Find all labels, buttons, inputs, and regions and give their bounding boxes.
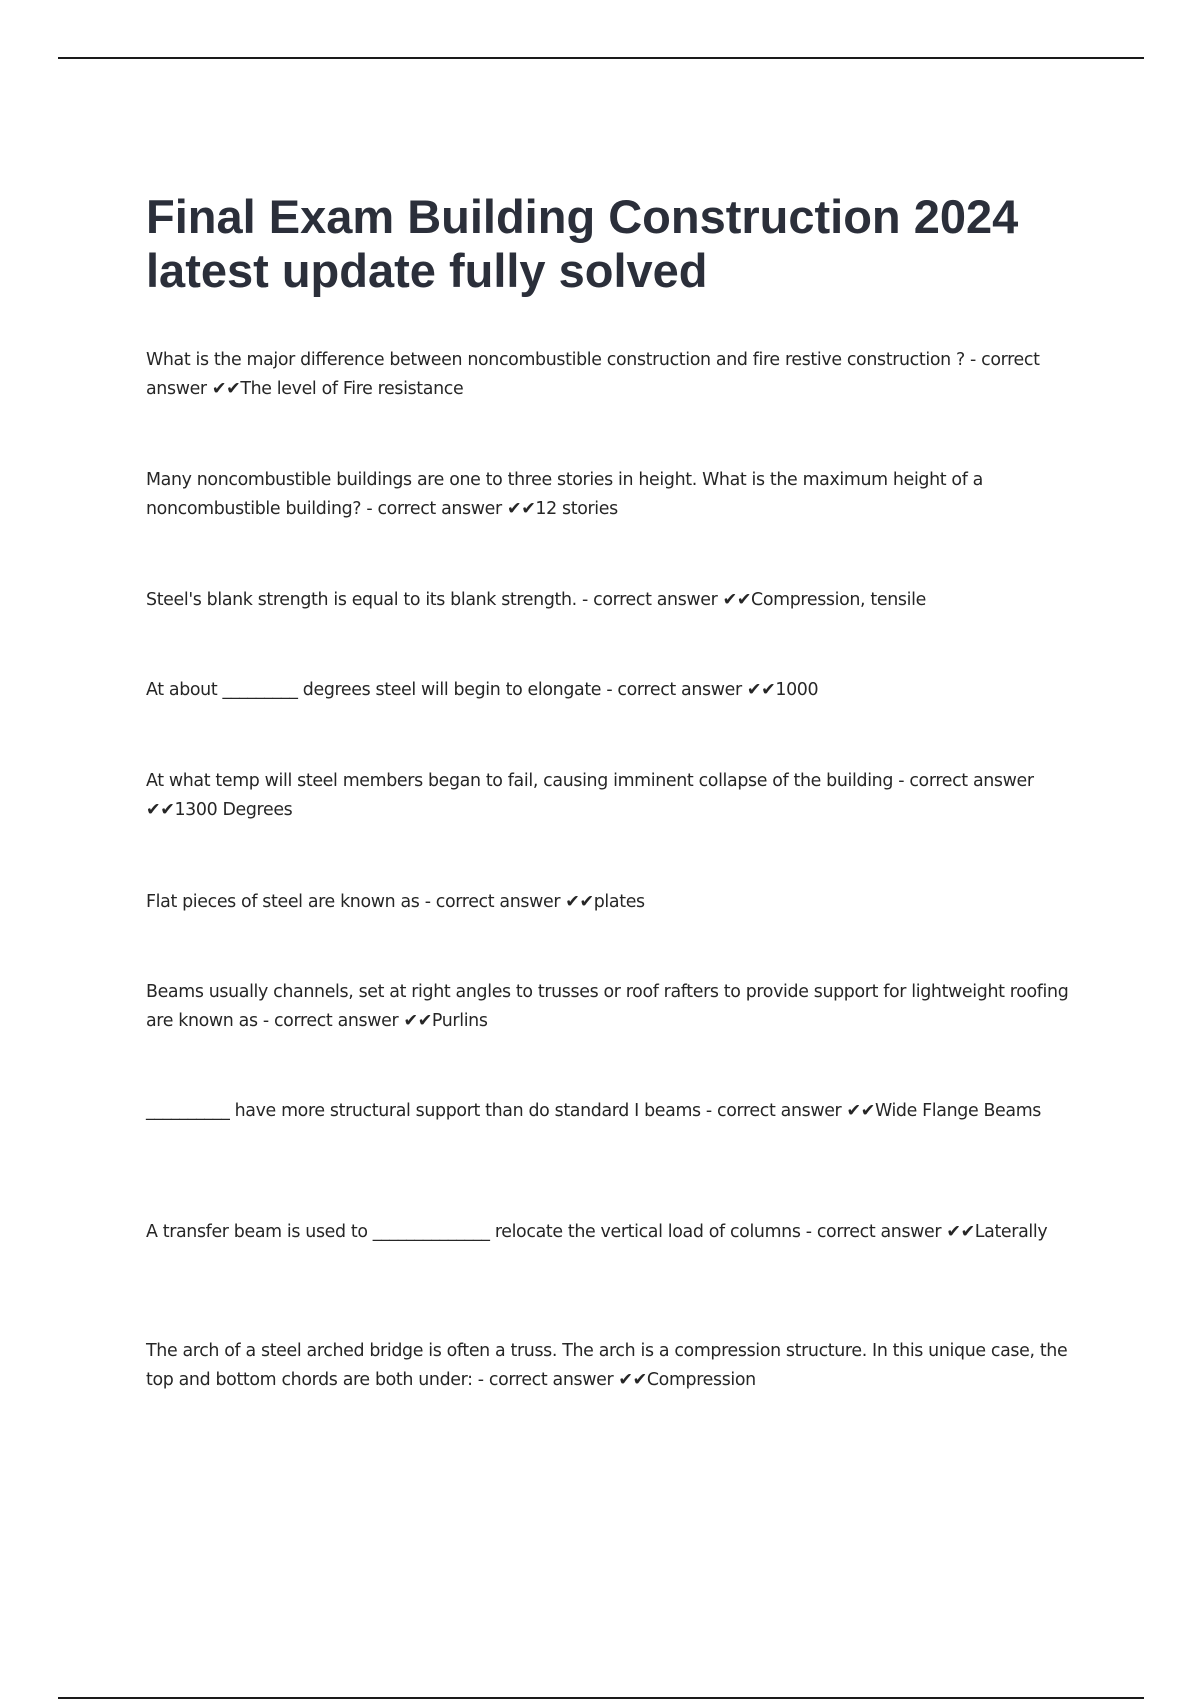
question-item-8: __________ have more structural support than do standard I beams - correct answer ✔✔Wide Flange Beams [146,1101,1042,1121]
question-item-9: A transfer beam is used to ______________ relocate the vertical load of columns - correct answer ✔✔Laterally [146,1222,1048,1242]
question-item-6: Flat pieces of steel are known as - correct answer ✔✔plates [146,892,645,912]
question-item-2: Many noncombustible buildings are one to three stories in height. What is the maximum height of a noncombustible building? - correct answer ✔✔12 stories [146,470,983,519]
question-item-3: Steel's blank strength is equal to its blank strength. - correct answer ✔✔Compression, tensile [146,590,926,610]
question-item-1: What is the major difference between noncombustible construction and fire restive construction ? - correct answer ✔✔The level of Fire resistance [146,350,1040,399]
footer-rule [58,1697,1144,1699]
question-item-5: At what temp will steel members began to fail, causing imminent collapse of the building - correct answer ✔✔1300 Degrees [146,771,1034,820]
document-title: Final Exam Building Construction 2024 latest update fully solved [146,190,1019,297]
question-item-4: At about _________ degrees steel will begin to elongate - correct answer ✔✔1000 [146,680,819,700]
question-item-7: Beams usually channels, set at right angles to trusses or roof rafters to provide support for lightweight roofing are known as - correct answer ✔✔Purlins [146,982,1069,1031]
question-item-10: The arch of a steel arched bridge is often a truss. The arch is a compression structure. In this unique case, the top and bottom chords are both under: - correct answer ✔✔Compression [146,1341,1068,1390]
header-rule [58,57,1144,59]
